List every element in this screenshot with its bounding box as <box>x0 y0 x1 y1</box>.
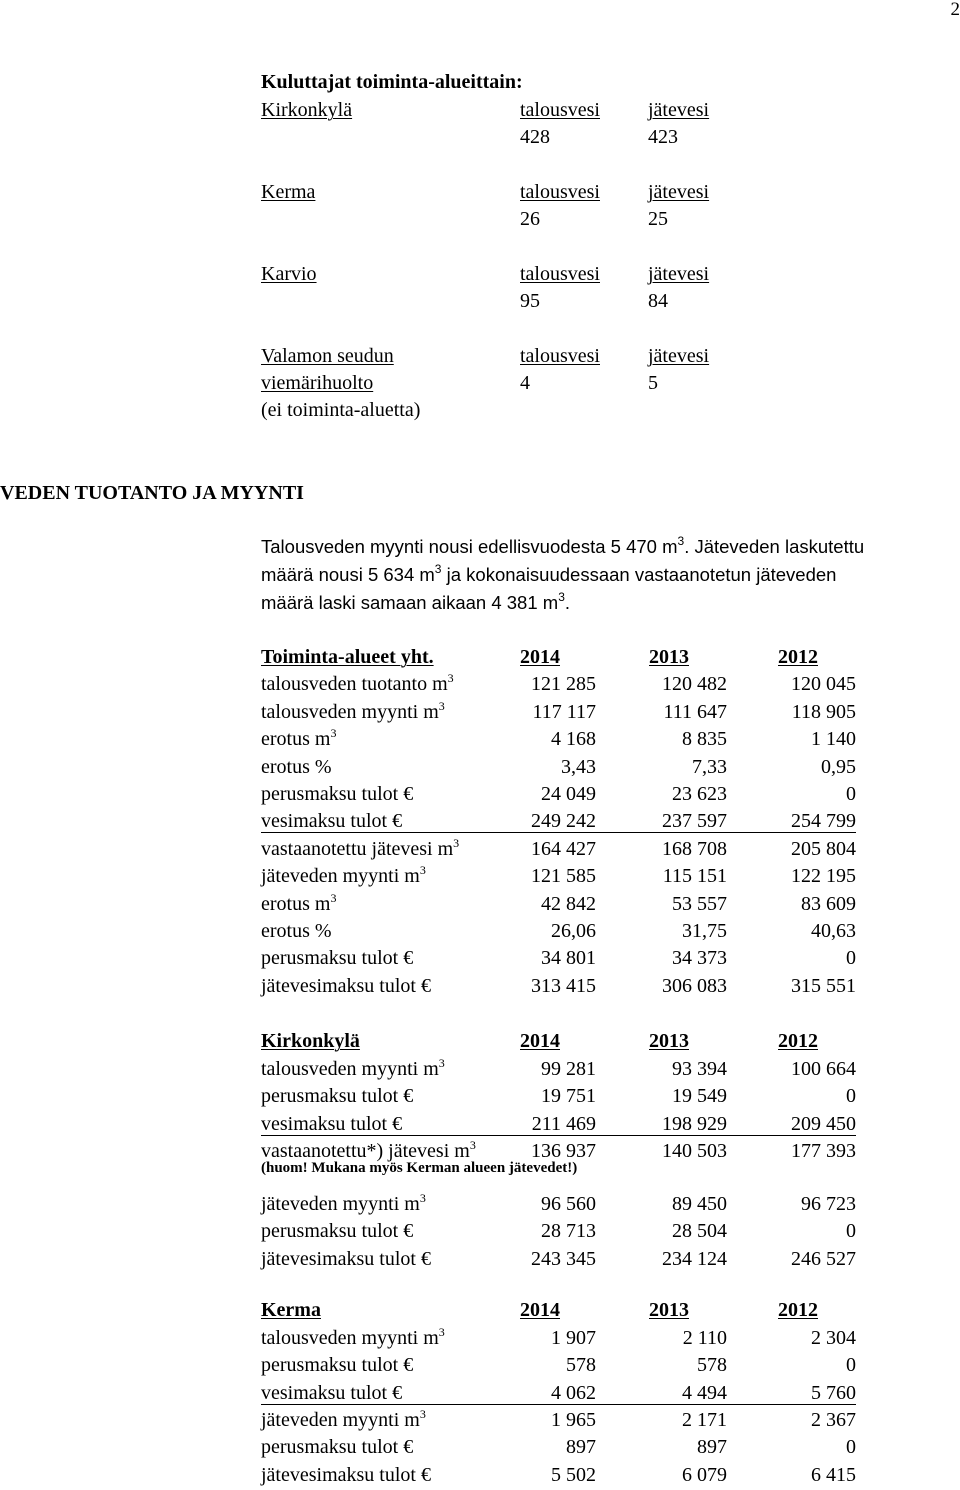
superscript: 3 <box>438 1325 445 1339</box>
year-header: 2014 <box>520 1299 560 1321</box>
cell-value: 5 760 <box>811 1382 856 1404</box>
row-label <box>261 1191 426 1215</box>
cell-value: 249 242 <box>531 810 596 832</box>
area-label-jatevesi: jätevesi <box>648 99 710 121</box>
cell-value: 0 <box>846 1436 856 1458</box>
row-label-text: jäteveden myynti m <box>261 865 420 887</box>
cell-value: 177 393 <box>791 1140 856 1162</box>
row-label-text: perusmaksu tulot € <box>261 783 414 805</box>
cell-value: 315 551 <box>791 975 856 997</box>
row-label-text: perusmaksu tulot € <box>261 1354 414 1376</box>
row-label-text: talousveden myynti m <box>261 1058 439 1080</box>
cell-value: 1 140 <box>811 728 856 750</box>
superscript: 3 <box>558 590 565 604</box>
cell-value: 246 527 <box>791 1248 856 1270</box>
cell-value: 0 <box>846 947 856 969</box>
table-title: Toiminta-alueet yht. <box>261 646 434 668</box>
cell-value: 89 450 <box>672 1193 727 1215</box>
row-label <box>261 836 460 860</box>
cell-value: 0,95 <box>821 756 856 778</box>
cell-value: 122 195 <box>791 865 856 887</box>
cell-value: 205 804 <box>791 838 856 860</box>
year-header: 2013 <box>649 1030 689 1052</box>
cell-value: 4 168 <box>551 728 596 750</box>
area-value-talousvesi: 4 <box>520 372 530 394</box>
row-label <box>261 1437 413 1457</box>
row-label <box>261 1221 413 1241</box>
area-value-talousvesi: 428 <box>520 126 550 148</box>
superscript: 3 <box>677 534 685 548</box>
cell-value: 140 503 <box>662 1140 727 1162</box>
cell-value: 243 345 <box>531 1248 596 1270</box>
row-label-text: talousveden myynti m <box>261 1327 439 1349</box>
area-value-jatevesi: 25 <box>648 208 668 230</box>
cell-value: 115 151 <box>662 865 727 887</box>
area-name-line: Valamon seudun <box>261 345 394 367</box>
cell-value: 2 110 <box>682 1327 727 1349</box>
area-name: Kerma <box>261 181 316 203</box>
cell-value: 96 723 <box>801 1193 856 1215</box>
cell-value: 2 171 <box>682 1409 727 1431</box>
cell-value: 117 117 <box>532 701 596 723</box>
year-header: 2014 <box>520 646 560 668</box>
cell-value: 83 609 <box>801 893 856 915</box>
area-value-jatevesi: 423 <box>648 126 678 148</box>
cell-value: 5 502 <box>551 1464 596 1486</box>
cell-value: 34 373 <box>672 947 727 969</box>
row-label-text: talousveden myynti m <box>261 701 439 723</box>
year-header: 2012 <box>778 1030 818 1052</box>
cell-value: 164 427 <box>531 838 596 860</box>
cell-value: 23 623 <box>672 783 727 805</box>
row-label <box>261 1355 413 1375</box>
cell-value: 578 <box>566 1354 596 1376</box>
row-label <box>261 976 431 996</box>
row-label-text: jäteveden myynti m <box>261 1193 420 1215</box>
cell-value: 111 647 <box>663 701 727 723</box>
row-label <box>261 784 413 804</box>
cell-value: 121 585 <box>531 865 596 887</box>
cell-value: 0 <box>846 1354 856 1376</box>
cell-value: 1 907 <box>551 1327 596 1349</box>
cell-value: 120 482 <box>662 673 727 695</box>
row-label <box>261 1114 402 1134</box>
row-label <box>261 699 445 723</box>
row-label <box>261 863 426 887</box>
cell-value: 53 557 <box>672 893 727 915</box>
row-label <box>261 1056 445 1080</box>
year-header: 2012 <box>778 1299 818 1321</box>
paragraph-line <box>261 590 571 613</box>
paragraph-text: . <box>564 592 571 613</box>
row-label <box>261 811 402 831</box>
cell-value: 31,75 <box>682 920 727 942</box>
row-label <box>261 1383 402 1403</box>
superscript: 3 <box>447 671 454 685</box>
cell-value: 0 <box>846 783 856 805</box>
area-label-talousvesi: talousvesi <box>520 263 600 285</box>
cell-value: 8 835 <box>682 728 727 750</box>
cell-value: 2 367 <box>811 1409 856 1431</box>
row-label-text: jäteveden myynti m <box>261 1409 420 1431</box>
superscript: 3 <box>438 699 445 713</box>
paragraph-text: määrä laski samaan aikaan 4 381 m <box>261 592 559 613</box>
cell-value: 237 597 <box>662 810 727 832</box>
area-label-talousvesi: talousvesi <box>520 345 600 367</box>
row-label <box>261 671 454 695</box>
cell-value: 6 079 <box>682 1464 727 1486</box>
area-value-jatevesi: 84 <box>648 290 668 312</box>
cell-value: 1 965 <box>551 1409 596 1431</box>
area-name: Karvio <box>261 263 317 285</box>
area-name-line: viemärihuolto <box>261 372 374 394</box>
cell-value: 19 751 <box>541 1085 596 1107</box>
superscript: 3 <box>419 1407 426 1421</box>
cell-value: 136 937 <box>531 1140 596 1162</box>
consumers-heading: Kuluttajat toiminta-alueittain: <box>261 71 523 93</box>
cell-value: 40,63 <box>811 920 856 942</box>
row-underline <box>261 1135 856 1136</box>
cell-value: 0 <box>846 1220 856 1242</box>
row-underline <box>261 1404 856 1405</box>
table-note: (huom! Mukana myös Kerman alueen jätevedet!) <box>261 1160 578 1176</box>
cell-value: 93 394 <box>672 1058 727 1080</box>
year-header: 2012 <box>778 646 818 668</box>
cell-value: 897 <box>697 1436 727 1458</box>
paragraph-text: ja kokonaisuudessaan vastaanotetun jäteveden <box>441 564 837 585</box>
row-label-text: talousveden tuotanto m <box>261 673 448 695</box>
cell-value: 28 713 <box>541 1220 596 1242</box>
row-label <box>261 1325 445 1349</box>
row-label <box>261 1086 413 1106</box>
row-label-text: perusmaksu tulot € <box>261 1085 414 1107</box>
row-label-text: perusmaksu tulot € <box>261 947 414 969</box>
cell-value: 28 504 <box>672 1220 727 1242</box>
cell-value: 198 929 <box>662 1113 727 1135</box>
cell-value: 100 664 <box>791 1058 856 1080</box>
cell-value: 168 708 <box>662 838 727 860</box>
row-label <box>261 1407 426 1431</box>
area-label-jatevesi: jätevesi <box>648 345 710 367</box>
cell-value: 578 <box>697 1354 727 1376</box>
superscript: 3 <box>419 1191 426 1205</box>
paragraph-text: . Jäteveden laskutettu <box>684 536 865 557</box>
row-label-text: vesimaksu tulot € <box>261 1113 403 1135</box>
row-label-text: vastaanotettu jätevesi m <box>261 838 454 860</box>
cell-value: 313 415 <box>531 975 596 997</box>
row-label-text: vesimaksu tulot € <box>261 1382 403 1404</box>
row-label <box>261 1138 476 1162</box>
cell-value: 234 124 <box>662 1248 727 1270</box>
cell-value: 118 905 <box>791 701 856 723</box>
superscript: 3 <box>330 726 337 740</box>
cell-value: 306 083 <box>662 975 727 997</box>
cell-value: 897 <box>566 1436 596 1458</box>
cell-value: 7,33 <box>692 756 727 778</box>
superscript: 3 <box>419 863 426 877</box>
cell-value: 211 469 <box>531 1113 596 1135</box>
area-label-talousvesi: talousvesi <box>520 99 600 121</box>
row-label-text: erotus m <box>261 728 331 750</box>
paragraph-line <box>261 562 837 585</box>
row-label <box>261 891 337 915</box>
year-header: 2014 <box>520 1030 560 1052</box>
row-label-text: vesimaksu tulot € <box>261 810 403 832</box>
cell-value: 34 801 <box>541 947 596 969</box>
year-header: 2013 <box>649 646 689 668</box>
row-label <box>261 948 413 968</box>
cell-value: 42 842 <box>541 893 596 915</box>
row-label-text: jätevesimaksu tulot € <box>261 975 431 997</box>
cell-value: 26,06 <box>551 920 596 942</box>
cell-value: 121 285 <box>531 673 596 695</box>
year-header: 2013 <box>649 1299 689 1321</box>
row-label <box>261 726 337 750</box>
area-label-jatevesi: jätevesi <box>648 263 710 285</box>
row-label-text: perusmaksu tulot € <box>261 1220 414 1242</box>
cell-value: 209 450 <box>791 1113 856 1135</box>
cell-value: 4 062 <box>551 1382 596 1404</box>
table-title: Kerma <box>261 1299 321 1321</box>
area-name: Kirkonkylä <box>261 99 353 121</box>
cell-value: 120 045 <box>791 673 856 695</box>
cell-value: 0 <box>846 1085 856 1107</box>
table-title: Kirkonkylä <box>261 1030 360 1052</box>
paragraph-text: määrä nousi 5 634 m <box>261 564 435 585</box>
page-number: 2 <box>950 0 960 20</box>
cell-value: 4 494 <box>682 1382 727 1404</box>
row-label <box>261 921 332 941</box>
superscript: 3 <box>330 891 337 905</box>
row-label-text: jätevesimaksu tulot € <box>261 1464 431 1486</box>
row-label-text: erotus % <box>261 920 332 942</box>
cell-value: 6 415 <box>811 1464 856 1486</box>
area-label-talousvesi: talousvesi <box>520 181 600 203</box>
cell-value: 2 304 <box>811 1327 856 1349</box>
row-label-text: erotus m <box>261 893 331 915</box>
area-value-jatevesi: 5 <box>648 372 658 394</box>
superscript: 3 <box>469 1138 476 1152</box>
paragraph-line <box>261 534 865 557</box>
superscript: 3 <box>453 836 460 850</box>
area-value-talousvesi: 26 <box>520 208 540 230</box>
superscript: 3 <box>438 1056 445 1070</box>
row-label <box>261 757 332 777</box>
cell-value: 24 049 <box>541 783 596 805</box>
cell-value: 99 281 <box>541 1058 596 1080</box>
cell-value: 254 799 <box>791 810 856 832</box>
row-label <box>261 1465 431 1485</box>
cell-value: 3,43 <box>561 756 596 778</box>
row-label <box>261 1249 431 1269</box>
row-label-text: erotus % <box>261 756 332 778</box>
row-label-text: perusmaksu tulot € <box>261 1436 414 1458</box>
row-label-text: vastaanotettu*) jätevesi m <box>261 1140 470 1162</box>
cell-value: 96 560 <box>541 1193 596 1215</box>
area-value-talousvesi: 95 <box>520 290 540 312</box>
section-heading: VEDEN TUOTANTO JA MYYNTI <box>0 482 304 504</box>
paragraph-text: Talousveden myynti nousi edellisvuodesta 5 470 m <box>261 536 678 557</box>
area-name-note: (ei toiminta-aluetta) <box>261 399 421 421</box>
cell-value: 19 549 <box>672 1085 727 1107</box>
superscript: 3 <box>434 562 442 576</box>
row-underline <box>261 832 856 833</box>
area-label-jatevesi: jätevesi <box>648 181 710 203</box>
row-label-text: jätevesimaksu tulot € <box>261 1248 431 1270</box>
